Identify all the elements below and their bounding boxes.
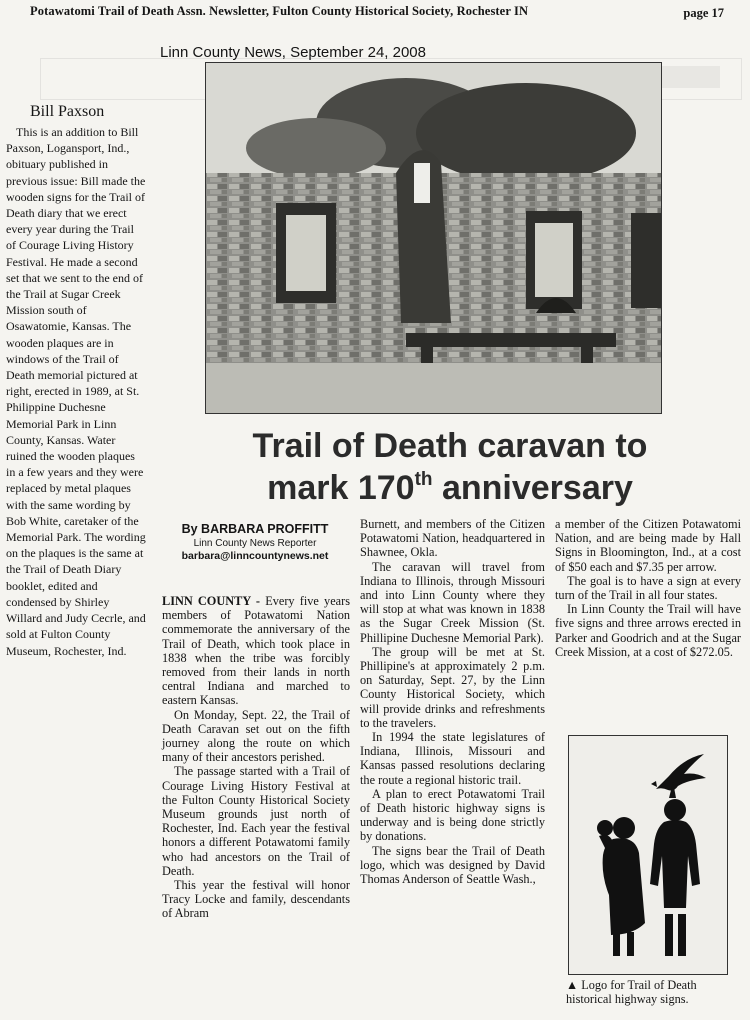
- newsletter-header: Potawatomi Trail of Death Assn. Newsletter, Fulton County Historical Society, Rochester IN: [30, 4, 529, 18]
- headline: [160, 425, 740, 509]
- byline: [160, 522, 350, 562]
- article-paragraph: The group will be met at St. Phillipine's at approximately 2 p.m. on Saturday, Sept. 27, by the Linn County Historical Society, which will provide drinks and refreshments to the travelers.: [360, 644, 545, 730]
- article-paragraph: This year the festival will honor Tracy Locke and family, descendants of Abram: [162, 878, 350, 921]
- dateline: Linn County News, September 24, 2008: [160, 44, 426, 61]
- headline-line-2-end: anniversary: [432, 469, 633, 507]
- article-dateline-lead: LINN COUNTY -: [162, 594, 266, 608]
- woman-with-child-silhouette: [597, 817, 645, 956]
- article-column-1: [162, 594, 350, 921]
- page-number: page 17: [683, 6, 724, 20]
- article-paragraph: On Monday, Sept. 22, the Trail of Death Caravan set out on the fifth journey along the route on which many of their ancestors perished.: [162, 707, 350, 765]
- logo-caption: ▲ Logo for Trail of Death historical highway signs.: [566, 978, 697, 1006]
- article-paragraph-text: Every five years members of Potawatomi Nation commemorate the anniversary of the Trail of Death, which took place in 1838 when the tribe was forcibly removed from their lands in north central Indiana and marched to eastern Kansas.: [162, 594, 350, 708]
- man-silhouette: [650, 782, 700, 956]
- article-column-2: [360, 517, 545, 886]
- byline-email: barbara@linncountynews.net: [181, 550, 329, 562]
- article-paragraph: The goal is to have a sign at every turn of the Trail in all four states.: [555, 573, 741, 603]
- article-paragraph: [162, 594, 350, 708]
- article-paragraph: The passage started with a Trail of Courage Living History Festival at the Fulton County Historical Society Museum grounds just north of Rochester, Ind. Each year the festival honors a different Potawatomi family who had ancestors on the Trail of Death.: [162, 764, 350, 878]
- headline-line-1: Trail of Death caravan to: [252, 427, 648, 465]
- eagle-icon: [656, 754, 706, 791]
- memorial-photo: [205, 62, 662, 414]
- byline-author: By BARBARA PROFFITT: [181, 522, 329, 536]
- sidebar-paragraph: This is an addition to Bill Paxson, Logansport, Ind., obituary published in previous issue: Bill made the wooden signs for the Trail of Death diary that we erect every year during the Trail of Courage Living History Festival. He made a second set that we sent to the end of the Trail at Sugar Creek Mission south of Osawatomie, Kansas. The wooden plaques are in windows of the Trail of Death memorial pictured at right, erected in 1989, at St. Philippine Duchesne Memorial Park in Linn County, Kansas. Water ruined the wooden plaques in a few years and they were replaced by metal plaques with the same wording by Bob White, caretaker of the Memorial Park. The wording on the plaques is the same at the Trail of Death Diary booklet, edited and condensed by Shirley Willard and Judy Cecrle, and sold at Fulton County Museum, Rochester, Ind.: [6, 125, 146, 658]
- article-paragraph: A plan to erect Potawatomi Trail of Death historic highway signs is underway and is being done strictly by donations.: [360, 786, 545, 844]
- article-paragraph: In Linn County the Trail will have five signs and three arrows erected in Parker and Goodrich and at the Sugar Creek Mission, at a cost of $272.05.: [555, 602, 741, 659]
- byline-role: Linn County News Reporter: [193, 538, 317, 549]
- article-column-3: [555, 517, 741, 659]
- headline-ordinal-suffix: th: [414, 469, 433, 490]
- sidebar-text: [6, 124, 146, 659]
- article-paragraph: a member of the Citizen Potawatomi Nation, and are being made by Hall Signs in Bloomington, Ind., at a cost of $50 each and $7.35 per arrow.: [555, 517, 741, 574]
- trail-logo-image: [568, 735, 728, 975]
- sidebar-title: Bill Paxson: [30, 103, 105, 120]
- headline-line-2: [160, 467, 740, 509]
- article-paragraph: The caravan will travel from Indiana to Illinois, through Missouri and into Linn County where they will stop at what was known in 1838 as the Sugar Creek Mission (St. Phillipine Duchesne Memorial Park).: [360, 559, 545, 645]
- article-paragraph: In 1994 the state legislatures of Indiana, Illinois, Missouri and Kansas passed resolutions declaring the route a regional historic trail.: [360, 730, 545, 787]
- headline-line-2-start: mark 170: [267, 469, 415, 507]
- article-paragraph: The signs bear the Trail of Death logo, which was designed by David Thomas Anderson of Seattle Wash.,: [360, 843, 545, 887]
- article-paragraph: Burnett, and members of the Citizen Potawatomi Nation, headquartered in Shawnee, Okla.: [360, 517, 545, 560]
